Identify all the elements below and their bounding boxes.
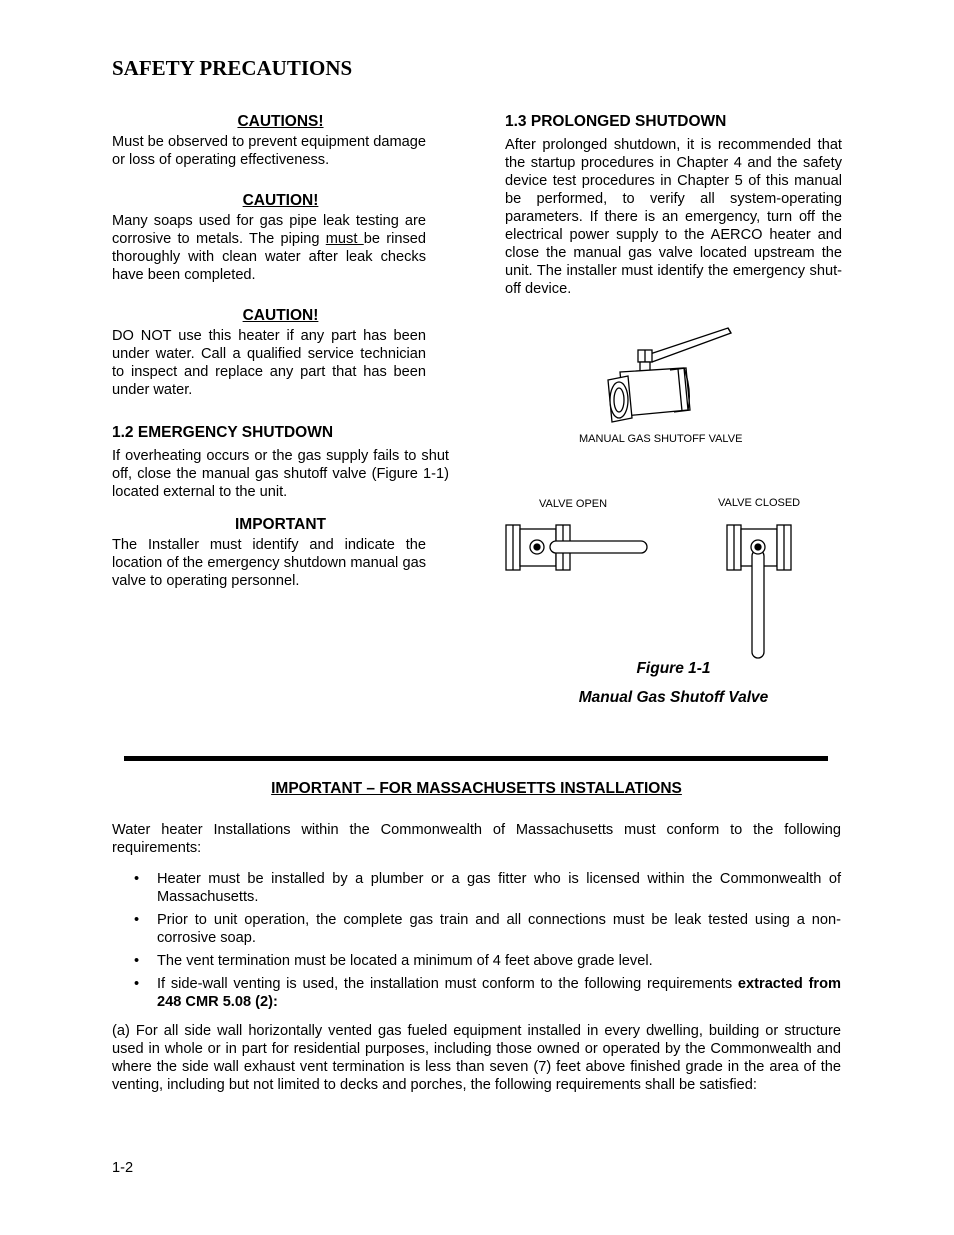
prolonged-shutdown-heading: 1.3 PROLONGED SHUTDOWN [505,113,727,130]
emergency-shutdown-heading: 1.2 EMERGENCY SHUTDOWN [112,424,334,441]
page-number: 1-2 [112,1160,134,1176]
valve-open-label: VALVE OPEN [539,498,608,510]
manual-valve-label: MANUAL GAS SHUTOFF VALVE [579,433,743,445]
caution-water-text: DO NOT use this heater if any part has been under water. Call a qualified service technician to inspect and replace any part that has been under water. [112,328,426,398]
bullet-icon: • [134,976,140,992]
list-item: • If side-wall venting is used, the installation must conform to the following requirements extracted from 248 CMR 5.08 (2): [134,976,841,1010]
list-item: • The vent termination must be located a minimum of 4 feet above grade level. [134,953,653,969]
valve-closed-illustration [724,520,796,662]
valve-open-illustration [503,520,653,575]
bullet-icon: • [134,912,140,928]
prolonged-shutdown-text: After prolonged shutdown, it is recommended that the startup procedures in Chapter 4 and the safety device test procedures in Chapter 5 of this manual be performed, to verify all system-operating parameters. If there is an emergency, turn off the electrical power supply to the AERCO heater and close the manual gas valve located upstream the unit. The installer must identify the emergency shut-off device. [505,137,842,297]
caution-soap-heading: CAUTION! [242,192,319,209]
valve-closed-label: VALVE CLOSED [718,497,801,509]
caution-soap-text: Many soaps used for gas pipe leak testing are corrosive to metals. The piping must be rinsed thoroughly with clean water after leak checks have been completed. [112,213,426,283]
caution-water-heading: CAUTION! [242,307,319,324]
bullet-icon: • [134,953,140,969]
ball-valve-illustration [600,320,740,425]
emergency-shutdown-text: If overheating occurs or the gas supply fails to shut off, close the manual gas shutoff valve (Figure 1-1) located external to the unit. [112,448,449,500]
massachusetts-heading: IMPORTANT – FOR MASSACHUSETTS INSTALLATIONS [271,780,682,797]
figure-title: Manual Gas Shutoff Valve [578,689,769,706]
section-divider [124,756,828,761]
massachusetts-intro: Water heater Installations within the Commonwealth of Massachusetts must conform to the following requirements: [112,822,841,856]
cautions-text: Must be observed to prevent equipment damage or loss of operating effectiveness. [112,134,426,168]
bullet-icon: • [134,871,140,887]
requirement-paragraph-a: (a) For all side wall horizontally vented gas fueled equipment installed in every dwelling, building or structure used in whole or in part for residential purposes, including those owned or operated by the Commonwealth and where the side wall exhaust vent termination is less than seven (7) feet above finished grade in the area of the venting, including but not limited to decks and porches, the following requirements shall be satisfied: [112,1023,841,1093]
list-item: • Prior to unit operation, the complete gas train and all connections must be leak tested using a non-corrosive soap. [134,912,841,946]
massachusetts-requirements-list [112,870,841,1016]
figure-number: Figure 1-1 [636,660,711,677]
important-heading: IMPORTANT [235,516,326,533]
must-emphasis: must [325,231,364,247]
list-item: • Heater must be installed by a plumber or a gas fitter who is licensed within the Commonwealth of Massachusetts. [134,871,841,905]
important-text: The Installer must identify and indicate the location of the emergency shutdown manual gas valve to operating personnel. [112,537,426,589]
page-title: SAFETY PRECAUTIONS [112,56,353,80]
cautions-heading: CAUTIONS! [237,113,324,130]
